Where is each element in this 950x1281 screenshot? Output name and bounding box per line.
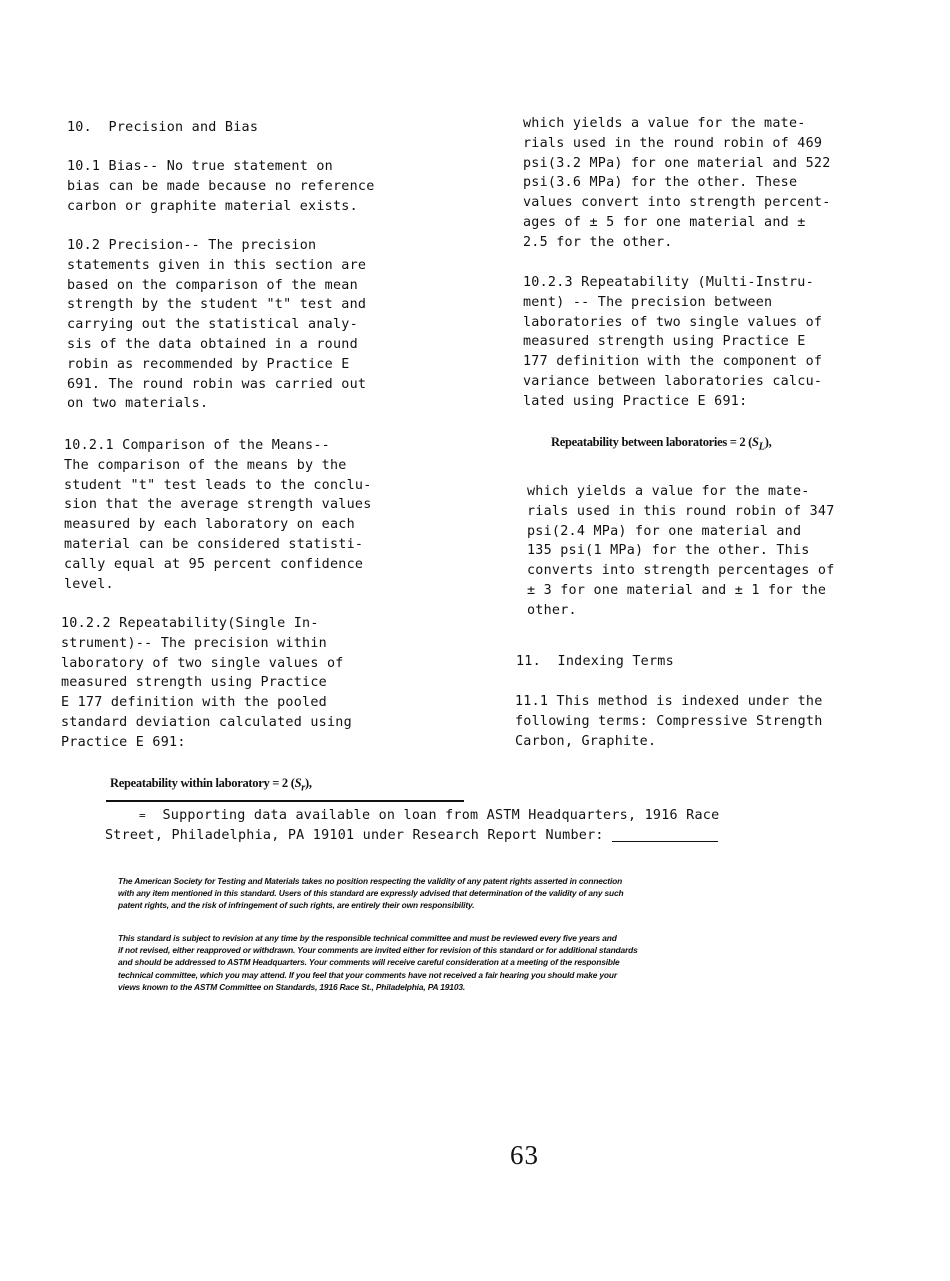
paragraph-10-1-bias: 10.1 Bias-- No true statement on bias can be made because no reference carbon or graphite material exists. bbox=[67, 159, 375, 214]
paragraph-10-2-1-comparison-of-means: 10.2.1 Comparison of the Means-- The comparison of the means by the student "t" test leads to the conclu- sion that the average strength values measured by each laboratory on each material can be considered statisti- cally equal at 95 percent confidence level. bbox=[64, 438, 372, 592]
standard-revision-notice: This standard is subject to revision at any time by the responsible technical committee and must be reviewed every five years and if not revised, either reapproved or withdrawn. Your comments are invited either for revision of this standard or for additional standards and should be addressed to ASTM Headquarters. Your comments will receive careful consideration at a meeting of the responsible technical committee, which you may attend. If you feel that your comments have not received a fair hearing you should make your views known to the ASTM Committee on Standards, 1916 Race St., Philadelphia, PA 19103. bbox=[118, 933, 638, 992]
section-11-heading: 11. Indexing Terms bbox=[516, 654, 674, 669]
equation-repeatability-within-laboratory bbox=[110, 776, 312, 794]
equation-between-variable: S bbox=[752, 435, 759, 449]
equation-between-subscript: L bbox=[758, 441, 765, 453]
footnote-line-2: Street, Philadelphia, PA 19101 under Research Report Number: bbox=[105, 827, 613, 843]
report-number-blank-line bbox=[612, 827, 718, 842]
equation-between-label: Repeatability between laboratories = 2 ( bbox=[551, 435, 752, 449]
paragraph-11-1-indexing-terms: 11.1 This method is indexed under the following terms: Compressive Strength Carbon, Graphite. bbox=[515, 694, 823, 749]
paragraph-round-robin-values-between: which yields a value for the mate- rials used in this round robin of 347 psi(2.4 MPa) for one material and 135 psi(1 MPa) for the other. This converts into strength percentages of ± 3 for one material and ± 1 for the other. bbox=[527, 484, 835, 618]
footnote bbox=[105, 806, 805, 846]
equation-within-tail: ), bbox=[304, 776, 312, 790]
equation-between-tail: ), bbox=[764, 435, 772, 449]
footnote-marker: = bbox=[139, 809, 146, 822]
footnote-separator-rule bbox=[106, 800, 464, 802]
page-number: 63 bbox=[510, 1140, 539, 1170]
paragraph-round-robin-values-continued: which yields a value for the mate- rials used in the round robin of 469 psi(3.2 MPa) for one material and 522 psi(3.6 MPa) for the other. These values convert into strength percent- ages of ± 5 for one material and ± 2.5 for the other. bbox=[523, 116, 831, 250]
equation-within-variable: S bbox=[294, 776, 302, 790]
paragraph-10-2-2-repeatability-single: 10.2.2 Repeatability(Single In- strument)-- The precision within laboratory of two single values of measured strength using Practice E 177 definition with the pooled standard deviation calculated using Practice E 691: bbox=[61, 616, 352, 750]
paragraph-10-2-precision: 10.2 Precision-- The precision statements given in this section are based on the comparison of the mean strength by the student "t" test and carrying out the statistical analy- sis of the data obtained in a round robin as recommended by Practice E 691. The round robin was carried out on two materials. bbox=[67, 238, 367, 412]
footnote-line-1: Supporting data available on loan from ASTM Headquarters, 1916 Race bbox=[145, 808, 720, 823]
paragraph-10-2-3-repeatability-multi: 10.2.3 Repeatability (Multi-Instru- ment) -- The precision between laboratories of two single values of measured strength using Practice E 177 definition with the component of variance between laboratories calcu- lated using Practice E 691: bbox=[523, 275, 823, 409]
equation-within-label: Repeatability within laboratory = 2 ( bbox=[110, 776, 295, 790]
equation-within-subscript: r bbox=[301, 782, 305, 794]
equation-repeatability-between-laboratories bbox=[551, 435, 771, 453]
section-10-heading: 10. Precision and Bias bbox=[67, 120, 259, 135]
patent-rights-notice: The American Society for Testing and Materials takes no position respecting the validity of any patent rights asserted in connection with any item mentioned in this standard. Users of this standard are expressly advised that determination of the validity of any such patent rights, and the risk of infringement of such rights, are entirely their own responsibility. bbox=[118, 876, 624, 911]
